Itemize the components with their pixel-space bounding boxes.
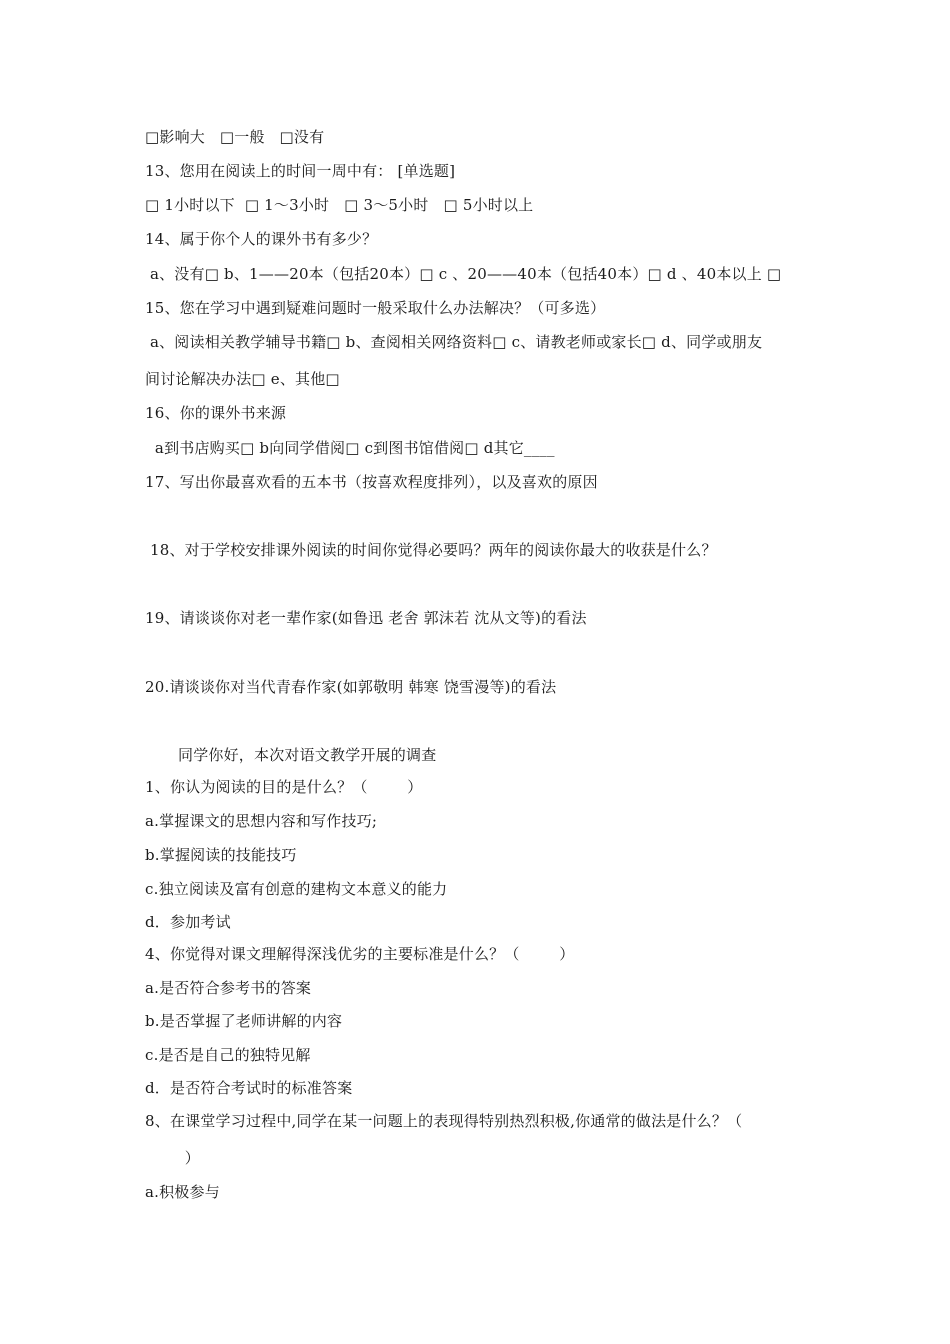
survey-intro: 同学你好，本次对语文教学开展的调查 [178, 746, 437, 764]
s1-option-c: c.独立阅读及富有创意的建构文本意义的能力 [145, 880, 448, 898]
q16-options: a到书店购买□ b向同学借阅□ c到图书馆借阅□ d其它____ [145, 439, 555, 457]
s4-question: 4、你觉得对课文理解得深浅优劣的主要标准是什么？（ ） [145, 945, 575, 963]
q12-options: □影响大 □一般 □没有 [145, 128, 325, 146]
q13-question: 13、您用在阅读上的时间一周中有： [单选题] [145, 162, 456, 180]
q14-question: 14、属于你个人的课外书有多少？ [145, 230, 378, 248]
s4-option-d: d．是否符合考试时的标准答案 [145, 1079, 353, 1097]
s4-option-a: a.是否符合参考书的答案 [145, 979, 312, 997]
q15-options-line1: a、阅读相关教学辅导书籍□ b、查阅相关网络资料□ c、请教老师或家长□ d、同学或朋友 [145, 333, 763, 351]
s1-option-d: d．参加考试 [145, 913, 231, 931]
q20-question: 20.请谈谈你对当代青春作家(如郭敬明 韩寒 饶雪漫等)的看法 [145, 678, 557, 696]
q16-question: 16、你的课外书来源 [145, 404, 287, 422]
q17-question: 17、写出你最喜欢看的五本书（按喜欢程度排列），以及喜欢的原因 [145, 473, 598, 491]
q18-question: 18、对于学校安排课外阅读的时间你觉得必要吗？两年的阅读你最大的收获是什么？ [145, 541, 717, 559]
q14-options: a、没有□ b、1——20本（包括20本）□ c 、20——40本（包括40本）□ d 、40本以上 □ [145, 265, 782, 283]
s8-question: 8、在课堂学习过程中,同学在某一问题上的表现得特别热烈积极,你通常的做法是什么？（ [145, 1112, 743, 1130]
s4-option-b: b.是否掌握了老师讲解的内容 [145, 1012, 343, 1030]
q13-options: □ 1小时以下 □ 1～3小时 □ 3～5小时 □ 5小时以上 [145, 196, 534, 214]
s1-option-b: b.掌握阅读的技能技巧 [145, 846, 297, 864]
s1-question: 1、你认为阅读的目的是什么？（ ） [145, 778, 423, 796]
q15-options-line2: 间讨论解决办法□ e、其他□ [145, 370, 340, 388]
s8-option-a: a.积极参与 [145, 1183, 220, 1201]
q15-question: 15、您在学习中遇到疑难问题时一般采取什么办法解决？（可多选） [145, 299, 606, 317]
s1-option-a: a.掌握课文的思想内容和写作技巧; [145, 812, 378, 830]
s8-question-cont: ） [145, 1149, 200, 1167]
q19-question: 19、请谈谈你对老一辈作家(如鲁迅 老舍 郭沫若 沈从文等)的看法 [145, 609, 587, 627]
s4-option-c: c.是否是自己的独特见解 [145, 1046, 311, 1064]
